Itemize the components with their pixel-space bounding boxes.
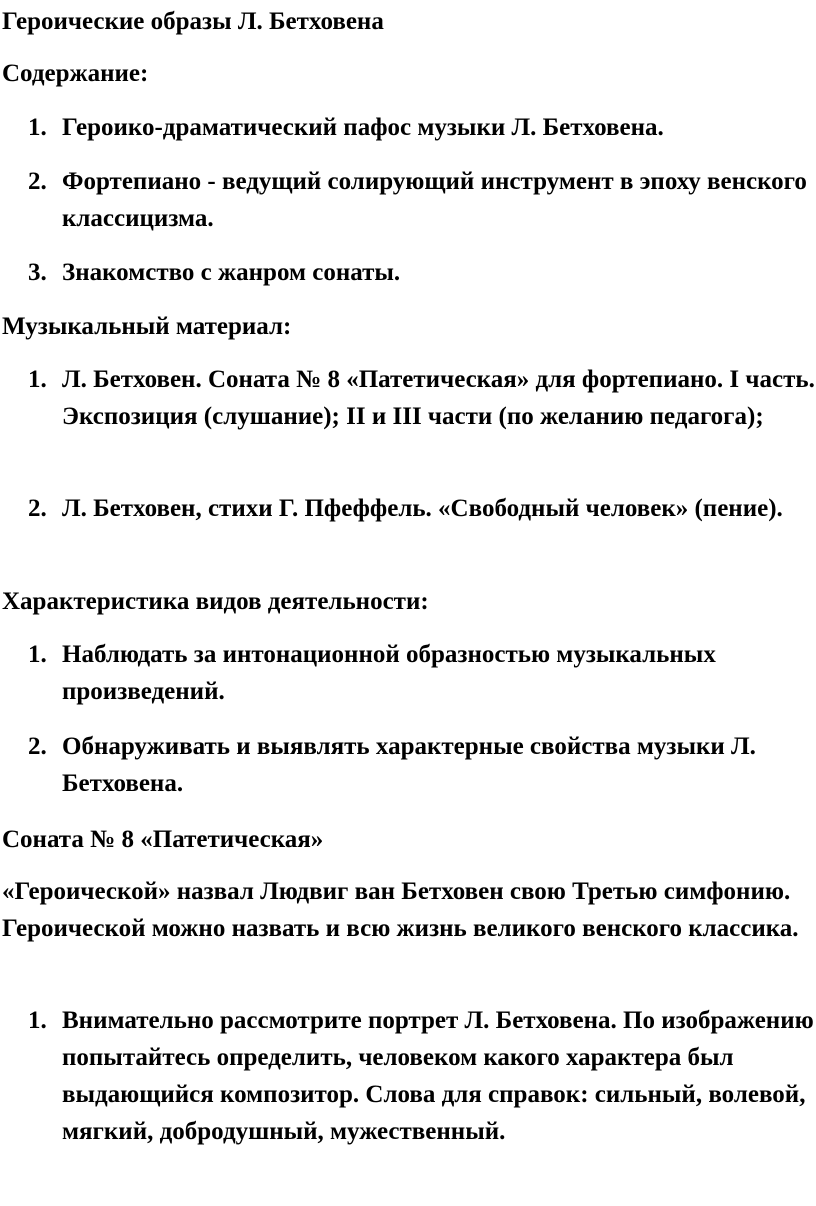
contents-heading: Содержание: (2, 60, 149, 87)
list-item-text: Внимательно рассмотрите портрет Л. Бетховена. По изображению попытайтесь определить, человеком какого характера был выдающийся композитор. Слова для справок: сильный, волевой, мягкий, добродушный, мужественный. (62, 1007, 814, 1145)
document-title: Героические образы Л. Бетховена (2, 8, 384, 35)
list-item-text: Обнаруживать и выявлять характерные свойства музыки Л. Бетховена. (62, 733, 756, 797)
list-item-number: 2. (28, 733, 47, 760)
list-item-number: 2. (28, 168, 47, 195)
list-item-text: Наблюдать за интонационной образностью музыкальных произведений. (62, 641, 716, 705)
activities-heading: Характеристика видов деятельности: (2, 588, 429, 615)
list-item-text: Фортепиано - ведущий солирующий инструмент в эпоху венского классицизма. (62, 168, 807, 232)
list-item-text: Знакомство с жанром сонаты. (62, 259, 401, 286)
list-item-number: 3. (28, 259, 47, 286)
material-heading: Музыкальный материал: (2, 313, 292, 340)
sonata-heading: Соната № 8 «Патетическая» (2, 826, 324, 853)
list-item-text: Л. Бетховен. Соната № 8 «Патетическая» для фортепиано. I часть. Экспозиция (слушание); II и III части (по желанию педагога); (62, 366, 815, 430)
list-item-text: Героико-драматический пафос музыки Л. Бетховена. (62, 114, 664, 141)
list-item-number: 2. (28, 495, 47, 522)
list-item-number: 1. (28, 641, 47, 668)
list-item-text: Л. Бетховен, стихи Г. Пфеффель. «Свободный человек» (пение). (62, 495, 783, 522)
list-item-number: 1. (28, 366, 47, 393)
intro-paragraph: «Героической» назвал Людвиг ван Бетховен свою Третью симфонию. Героической можно назвать и всю жизнь великого венского классика. (2, 878, 799, 942)
list-item-number: 1. (28, 114, 47, 141)
list-item-number: 1. (28, 1007, 47, 1034)
